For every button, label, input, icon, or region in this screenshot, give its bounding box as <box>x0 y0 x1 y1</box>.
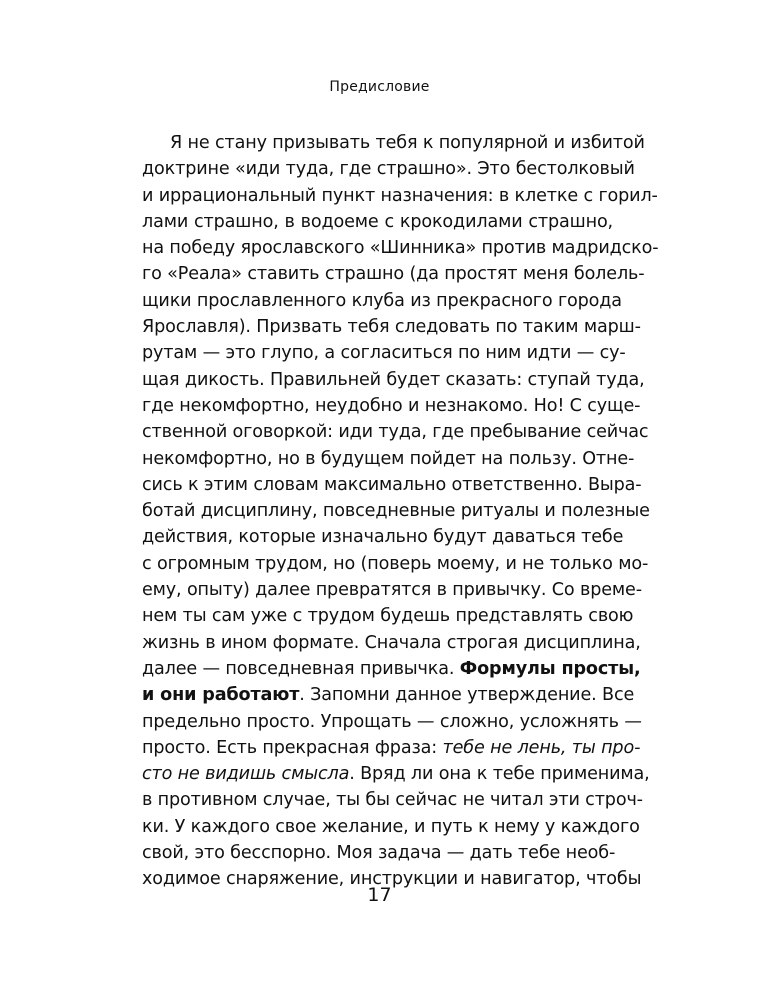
text-line <box>142 630 641 656</box>
text-line <box>142 130 645 156</box>
text-line <box>142 682 635 708</box>
text-segment: щики прославленного клуба из прекрасного города <box>142 290 622 311</box>
text-line <box>142 498 650 524</box>
text-segment: го «Реала» ставить страшно (да простят меня болель- <box>142 264 645 285</box>
page-number: 17 <box>367 884 392 906</box>
text-line <box>142 261 645 287</box>
text-line <box>142 840 616 866</box>
text-segment: свой, это бесспорно. Моя задача — дать тебе необ- <box>142 843 616 864</box>
text-line <box>142 603 634 629</box>
text-segment: ки. У каждого свое желание, и путь к нему у каждого <box>142 816 640 837</box>
text-segment: некомфортно, но в будущем пойдет на пользу. Отне- <box>142 448 635 469</box>
text-line <box>142 340 626 366</box>
text-line <box>142 577 642 603</box>
bold-text: и они работают <box>142 685 300 706</box>
text-segment: . Запомни данное утверждение. Все <box>299 685 635 706</box>
text-segment: Ярославля). Призвать тебя следовать по таким марш- <box>142 317 641 338</box>
text-segment: предельно просто. Упрощать — сложно, усложнять — <box>142 711 642 732</box>
text-segment: просто. Есть прекрасная фраза: <box>142 737 443 758</box>
text-line <box>142 814 640 840</box>
text-segment: ботай дисциплину, повседневные ритуалы и полезные <box>142 501 650 522</box>
text-line <box>142 209 613 235</box>
text-segment: на победу ярославского «Шинника» против мадридско- <box>142 238 659 259</box>
text-line <box>142 446 635 472</box>
text-segment: ственной оговоркой: иди туда, где пребывание сейчас <box>142 422 649 443</box>
text-segment: рутам — это глупо, а согласиться по ним идти — су- <box>142 343 626 364</box>
text-line <box>142 393 641 419</box>
text-line <box>142 235 659 261</box>
text-segment: и иррациональный пункт назначения: в клетке с горил- <box>142 185 658 206</box>
text-segment: Я не стану призывать тебя к популярной и избитой <box>170 133 645 153</box>
running-header: Предисловие <box>329 79 430 95</box>
text-line <box>142 288 622 314</box>
text-segment: далее — повседневная привычка. <box>142 658 460 679</box>
text-line <box>142 761 650 787</box>
text-line <box>142 551 649 577</box>
text-segment: где некомфортно, неудобно и незнакомо. Но! С суще- <box>142 395 641 416</box>
text-segment: лами страшно, в водоеме с крокодилами страшно, <box>142 211 613 232</box>
text-segment: щая дикость. Правильней будет сказать: ступай туда, <box>142 369 645 390</box>
text-segment: нем ты сам уже с трудом будешь представлять свою <box>142 606 634 627</box>
text-line <box>142 735 641 761</box>
text-segment: доктрине «иди туда, где страшно». Это бестолковый <box>142 159 635 180</box>
text-segment: действия, которые изначально будут даваться тебе <box>142 527 624 548</box>
text-segment: . Вряд ли она к тебе применима, <box>349 764 650 785</box>
text-line <box>142 314 641 340</box>
body-text <box>142 130 659 893</box>
text-segment: в противном случае, ты бы сейчас не читал эти строч- <box>142 790 643 811</box>
text-line <box>142 156 635 182</box>
text-line <box>142 419 649 445</box>
text-line <box>142 183 658 209</box>
bold-text: Формулы просты, <box>459 658 641 679</box>
text-segment: сись к этим словам максимально ответственно. Выра- <box>142 474 642 495</box>
text-segment: ему, опыту) далее превратятся в привычку. Со време- <box>142 580 642 601</box>
text-line <box>142 787 643 813</box>
text-line <box>142 709 642 735</box>
text-segment: с огромным трудом, но (поверь моему, и не только мо- <box>142 553 649 574</box>
text-segment: ходимое снаряжение, инструкции и навигатор, чтобы <box>142 869 642 890</box>
text-line <box>142 367 645 393</box>
italic-text: сто не видишь смысла <box>142 764 350 785</box>
text-segment: жизнь в ином формате. Сначала строгая дисциплина, <box>142 632 641 653</box>
text-line <box>142 524 624 550</box>
text-line <box>142 472 642 498</box>
text-line <box>142 656 641 682</box>
italic-text: тебе не лень, ты про- <box>442 737 641 758</box>
